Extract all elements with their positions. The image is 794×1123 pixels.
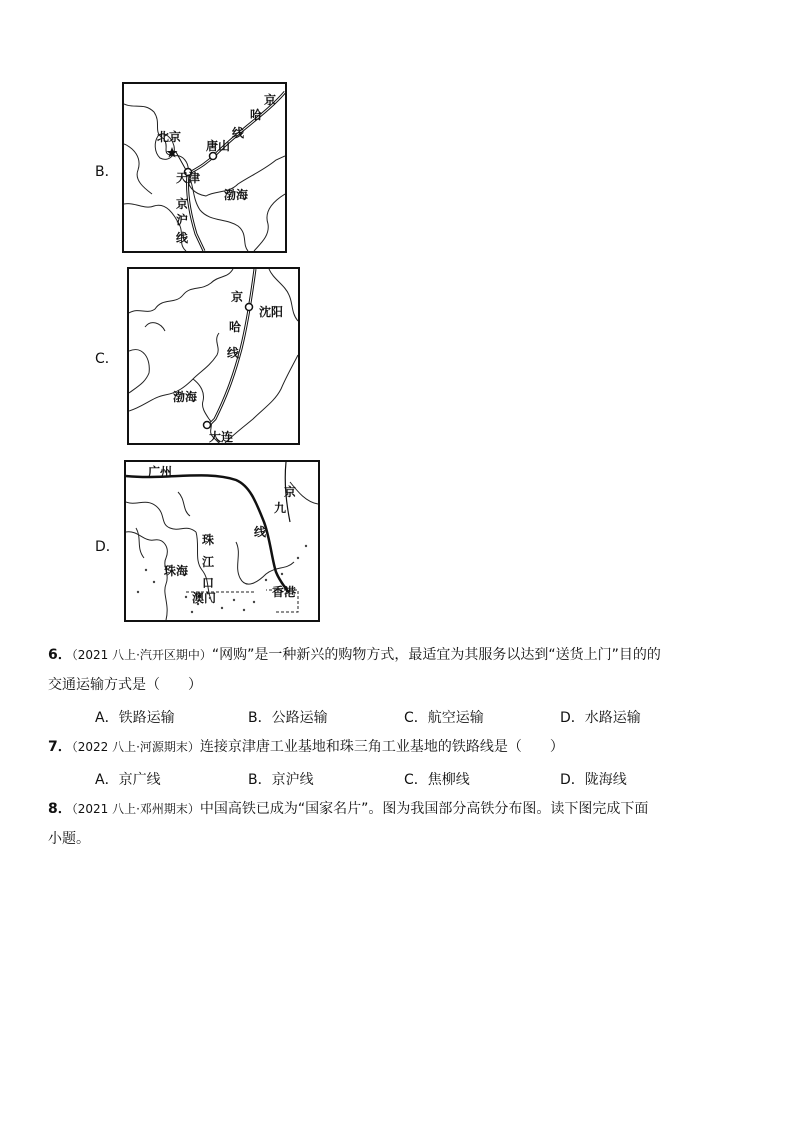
label-jingha-1: 京: [264, 93, 277, 107]
option-c-letter: C．: [95, 351, 119, 367]
question-8-stem: 中国高铁已成为“国家名片”。图为我国部分高铁分布图。读下图完成下面: [199, 801, 649, 817]
label-hongkong: 香港: [272, 585, 297, 599]
map-option-d: [124, 460, 320, 622]
question-8-source: （2021 八上·邓州期末）: [71, 802, 200, 816]
label-shenyang: 沈阳: [259, 305, 284, 319]
label-jingha-2: 哈: [250, 108, 263, 122]
label-zhuhai: 珠海: [164, 564, 189, 578]
question-6-choice-a[interactable]: A．铁路运输: [95, 710, 175, 726]
label-jingha-2: 哈: [229, 320, 242, 334]
label-tangshan: 唐山: [206, 139, 231, 153]
label-beijing: 北京: [157, 130, 182, 144]
label-jingjiu-1: 京: [284, 485, 297, 499]
label-jingha-1: 京: [231, 290, 244, 304]
map-c-drawing: [129, 269, 298, 443]
label-zhujiangkou-1: 珠: [202, 533, 215, 547]
label-zhujiangkou-3: 口: [202, 576, 215, 590]
question-8-line1: [48, 799, 648, 819]
label-jinghu-2: 沪: [176, 213, 189, 227]
label-jingha-3: 线: [227, 346, 240, 360]
option-d-letter: D．: [95, 539, 120, 555]
question-8-number: 8．: [48, 801, 72, 817]
label-tianjin: 天津: [176, 171, 201, 185]
label-jingjiu-3: 线: [254, 525, 267, 539]
label-jinghu-1: 京: [176, 197, 189, 211]
map-option-b: [122, 82, 287, 253]
question-7-choice-a[interactable]: A．京广线: [95, 772, 161, 788]
question-6-line2: 交通运输方式是（ ）: [48, 677, 202, 693]
question-6-choice-c[interactable]: C．航空运输: [404, 710, 484, 726]
map-option-c: [127, 267, 300, 445]
question-6-line1: [48, 645, 661, 665]
question-7-number: 7．: [48, 739, 72, 755]
question-7-line1: [48, 737, 564, 757]
question-7-stem: 连接京津唐工业基地和珠三角工业基地的铁路线是（ ）: [199, 739, 564, 755]
question-7-source: （2022 八上·河源期末）: [71, 740, 200, 754]
label-guangzhou: 广州: [148, 465, 173, 479]
label-jingha-3: 线: [232, 126, 245, 140]
question-6-source: （2021 八上·汽开区期中）: [71, 648, 212, 662]
label-bohai: 渤海: [173, 390, 198, 404]
label-zhujiangkou-2: 江: [202, 555, 215, 569]
label-macau: 澳门: [192, 591, 217, 605]
label-dalian: 大连: [209, 430, 234, 444]
question-6-choice-b[interactable]: B．公路运输: [248, 710, 328, 726]
option-b-letter: B．: [95, 164, 119, 180]
label-bohai: 渤海: [224, 188, 249, 202]
question-6-number: 6．: [48, 647, 72, 663]
label-jinghu-3: 线: [176, 231, 189, 245]
question-7-choice-c[interactable]: C．焦柳线: [404, 772, 470, 788]
question-6-stem: “网购”是一种新兴的购物方式，最适宜为其服务以达到“送货上门”目的的: [211, 647, 661, 663]
question-7-choice-b[interactable]: B．京沪线: [248, 772, 314, 788]
label-jingjiu-2: 九: [274, 501, 287, 515]
question-8-line2: 小题。: [48, 831, 90, 847]
question-7-choice-d[interactable]: D．陇海线: [560, 772, 627, 788]
question-6-choice-d[interactable]: D．水路运输: [560, 710, 641, 726]
